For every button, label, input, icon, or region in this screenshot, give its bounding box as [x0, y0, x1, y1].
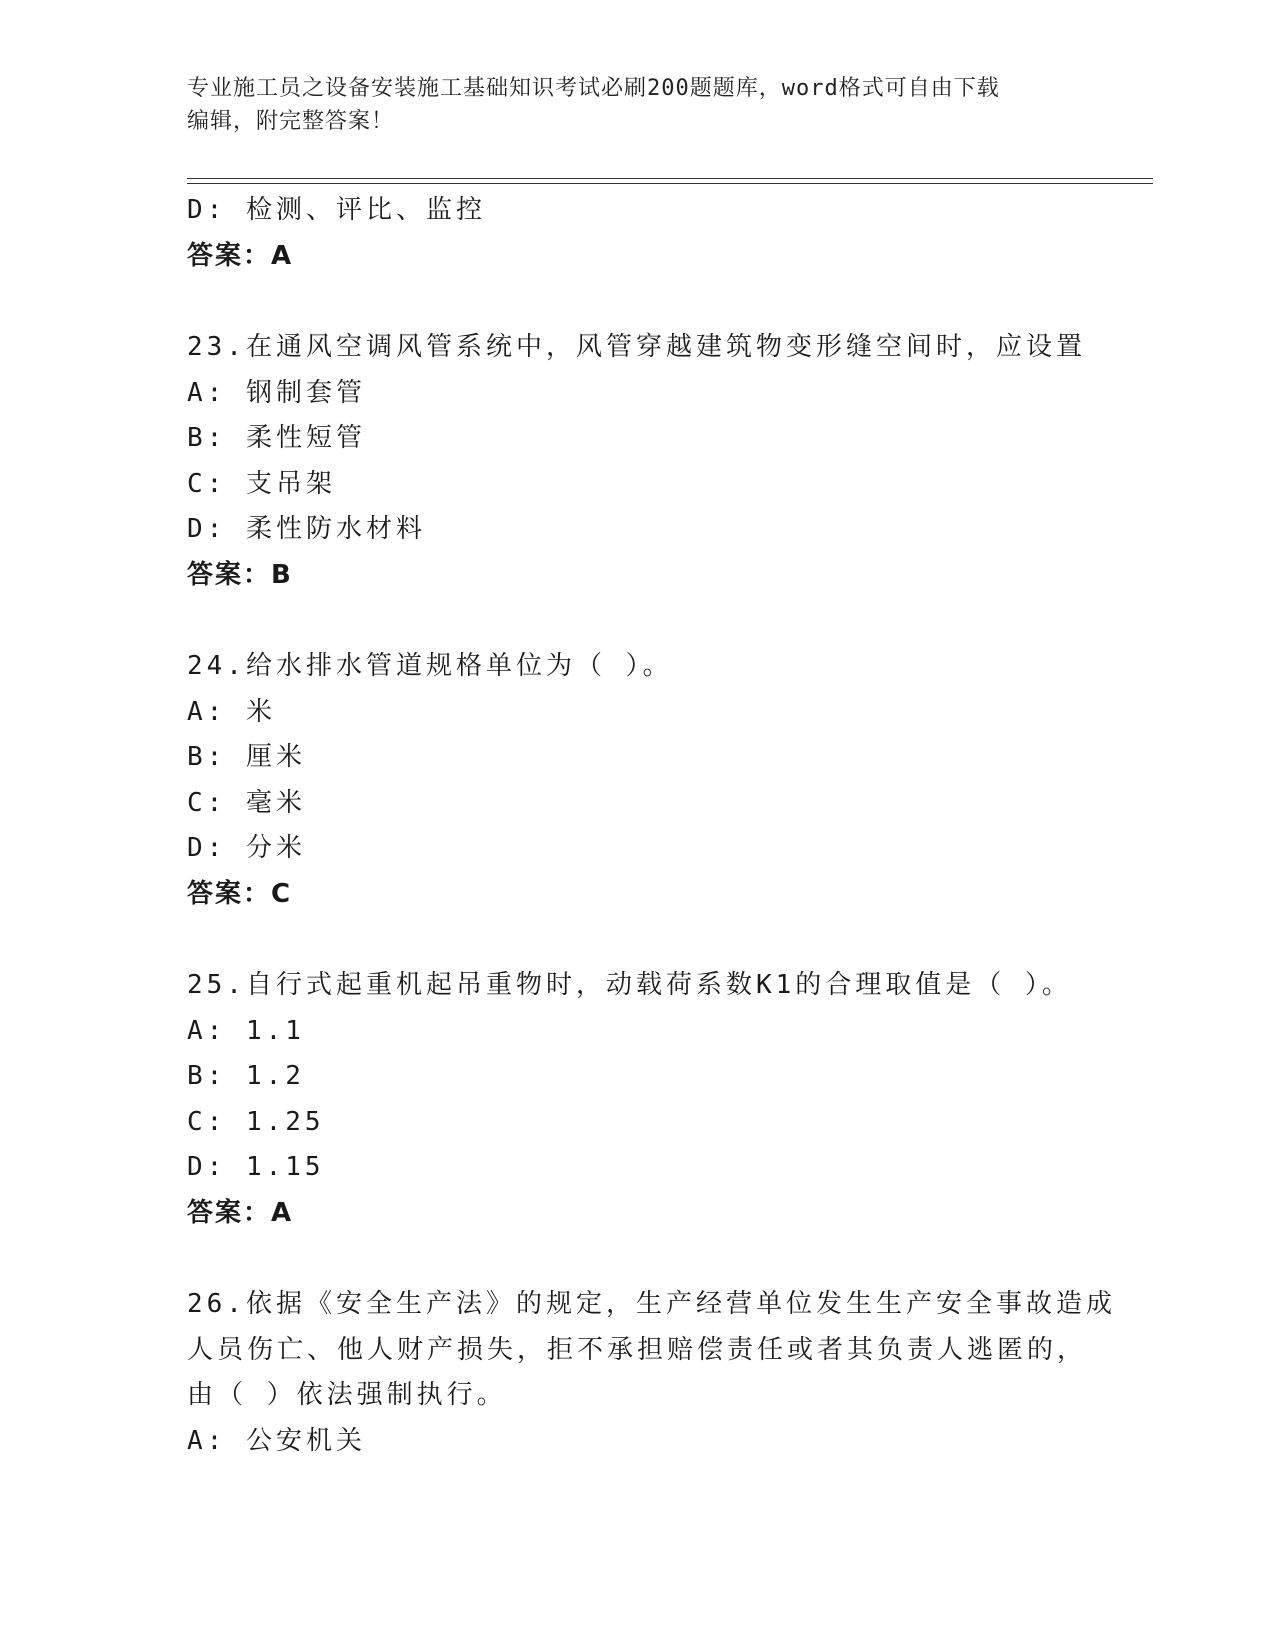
option-c: C: 支吊架 — [187, 468, 336, 499]
question-stem-line-1: 26.依据《安全生产法》的规定，生产经营单位发生生产安全事故造成 — [187, 1289, 1116, 1319]
option-a: A: 钢制套管 — [187, 377, 366, 408]
question-stem: 25.自行式起重机起吊重物时，动载荷系数K1的合理取值是（ ）。 — [187, 970, 1072, 1000]
option-b: B: 厘米 — [187, 742, 306, 772]
option-b: B: 柔性短管 — [187, 423, 366, 453]
page-header-note — [187, 72, 1087, 138]
question-stem-line-2: 人员伤亡、他人财产损失，拒不承担赔偿责任或者其负责人逃匿的， — [187, 1334, 1088, 1365]
answer-previous: 答案：A — [187, 240, 294, 271]
header-divider-bottom — [187, 183, 1153, 184]
option-d: D: 柔性防水材料 — [187, 514, 426, 544]
spacer — [187, 917, 1147, 963]
question-25 — [187, 963, 1147, 1236]
option-c: C: 1.25 — [187, 1106, 325, 1137]
option-a: A: 米 — [187, 696, 276, 727]
question-23 — [187, 325, 1147, 598]
spacer — [187, 598, 1147, 644]
answer: 答案：B — [187, 559, 293, 590]
option-a: A: 1.1 — [187, 1015, 305, 1046]
option-d: D: 1.15 — [187, 1152, 325, 1182]
spacer — [187, 279, 1147, 325]
header-line-2: 编辑，附完整答案！ — [187, 109, 395, 134]
answer: 答案：A — [187, 1197, 294, 1228]
question-stem-line-3: 由（ ）依法强制执行。 — [187, 1380, 507, 1410]
question-stem: 24.给水排水管道规格单位为（ ）。 — [187, 651, 673, 681]
answer: 答案：C — [187, 878, 293, 909]
question-26 — [187, 1282, 1147, 1464]
option-d-previous: D: 检测、评比、监控 — [187, 195, 486, 225]
header-line-1: 专业施工员之设备安装施工基础知识考试必刷200题题库，word格式可自由下载 — [187, 76, 1000, 101]
header-divider-top — [187, 178, 1153, 179]
option-d: D: 分米 — [187, 833, 306, 863]
question-24 — [187, 644, 1147, 917]
option-c: C: 毫米 — [187, 787, 306, 818]
option-b: B: 1.2 — [187, 1061, 305, 1091]
option-a: A: 公安机关 — [187, 1425, 366, 1456]
spacer — [187, 1236, 1147, 1282]
question-list — [187, 188, 1147, 1464]
question-stem: 23.在通风空调风管系统中，风管穿越建筑物变形缝空间时，应设置 — [187, 332, 1086, 362]
